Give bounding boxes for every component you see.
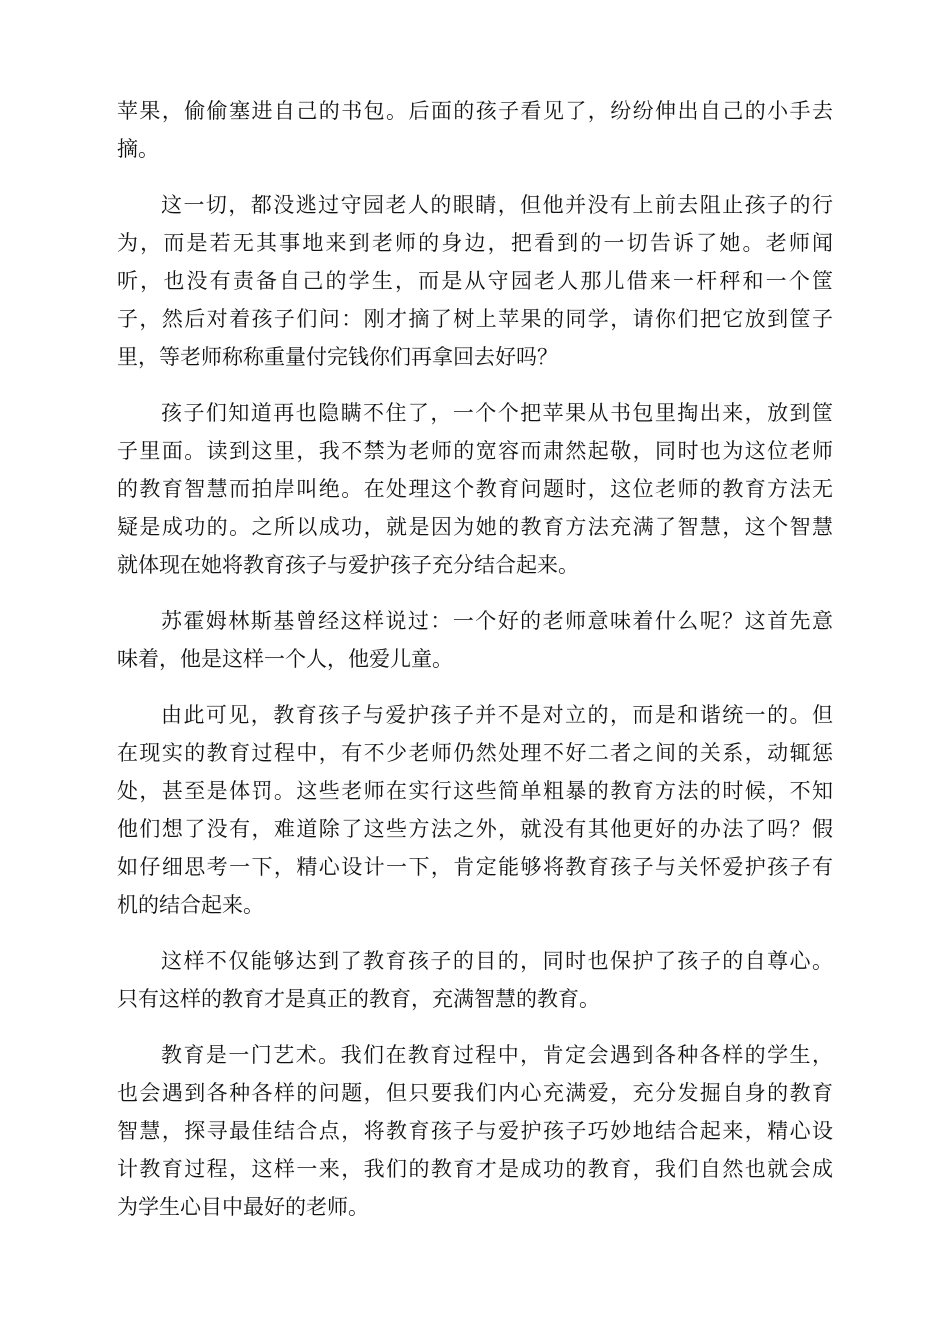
- text-line: 就体现在她将教育孩子与爱护孩子充分结合起来。: [117, 553, 579, 577]
- text-line: 智慧，探寻最佳结合点，将教育孩子与爱护孩子巧妙地结合起来，精心设: [117, 1119, 833, 1143]
- text-line: 只有这样的教育才是真正的教育，充满智慧的教育。: [117, 987, 600, 1011]
- document-body: [117, 92, 833, 1226]
- text-line: 也会遇到各种各样的问题，但只要我们内心充满爱，充分发掘自身的教育: [117, 1081, 833, 1105]
- text-line: 里，等老师称称重量付完钱你们再拿回去好吗？: [117, 345, 558, 369]
- paragraph: [117, 602, 833, 678]
- text-line: 味着，他是这样一个人，他爱儿童。: [117, 647, 453, 671]
- paragraph: [117, 92, 833, 168]
- text-line: 这样不仅能够达到了教育孩子的目的，同时也保护了孩子的自尊心。: [161, 949, 833, 973]
- text-line: 子，然后对着孩子们问：刚才摘了树上苹果的同学，请你们把它放到筐子: [117, 307, 833, 331]
- text-line: 如仔细思考一下，精心设计一下，肯定能够将教育孩子与关怀爱护孩子有: [117, 855, 833, 879]
- paragraph: [117, 1036, 833, 1226]
- text-line: 子里面。读到这里，我不禁为老师的宽容而肃然起敬，同时也为这位老师: [117, 439, 833, 463]
- text-line: 由此可见，教育孩子与爱护孩子并不是对立的，而是和谐统一的。但: [161, 703, 833, 727]
- text-line: 他们想了没有，难道除了这些方法之外，就没有其他更好的办法了吗？假: [117, 817, 833, 841]
- text-line: 处，甚至是体罚。这些老师在实行这些简单粗暴的教育方法的时候，不知: [117, 779, 833, 803]
- text-line: 苏霍姆林斯基曾经这样说过：一个好的老师意味着什么呢？这首先意: [161, 609, 833, 633]
- paragraph: [117, 696, 833, 924]
- text-line: 计教育过程，这样一来，我们的教育才是成功的教育，我们自然也就会成: [117, 1157, 833, 1181]
- text-line: 为，而是若无其事地来到老师的身边，把看到的一切告诉了她。老师闻: [117, 231, 833, 255]
- text-line: 听，也没有责备自己的学生，而是从守园老人那儿借来一杆秤和一个筐: [117, 269, 833, 293]
- text-line: 摘。: [117, 137, 159, 161]
- paragraph: [117, 186, 833, 376]
- text-line: 教育是一门艺术。我们在教育过程中，肯定会遇到各种各样的学生，: [161, 1043, 833, 1067]
- text-line: 这一切，都没逃过守园老人的眼睛，但他并没有上前去阻止孩子的行: [161, 193, 833, 217]
- text-line: 的教育智慧而拍岸叫绝。在处理这个教育问题时，这位老师的教育方法无: [117, 477, 833, 501]
- text-line: 在现实的教育过程中，有不少老师仍然处理不好二者之间的关系，动辄惩: [117, 741, 833, 765]
- text-line: 机的结合起来。: [117, 893, 264, 917]
- text-line: 疑是成功的。之所以成功，就是因为她的教育方法充满了智慧，这个智慧: [117, 515, 833, 539]
- text-line: 苹果，偷偷塞进自己的书包。后面的孩子看见了，纷纷伸出自己的小手去: [117, 99, 833, 123]
- text-line: 为学生心目中最好的老师。: [117, 1195, 369, 1219]
- paragraph: [117, 394, 833, 584]
- paragraph: [117, 942, 833, 1018]
- text-line: 孩子们知道再也隐瞒不住了，一个个把苹果从书包里掏出来，放到筐: [161, 401, 833, 425]
